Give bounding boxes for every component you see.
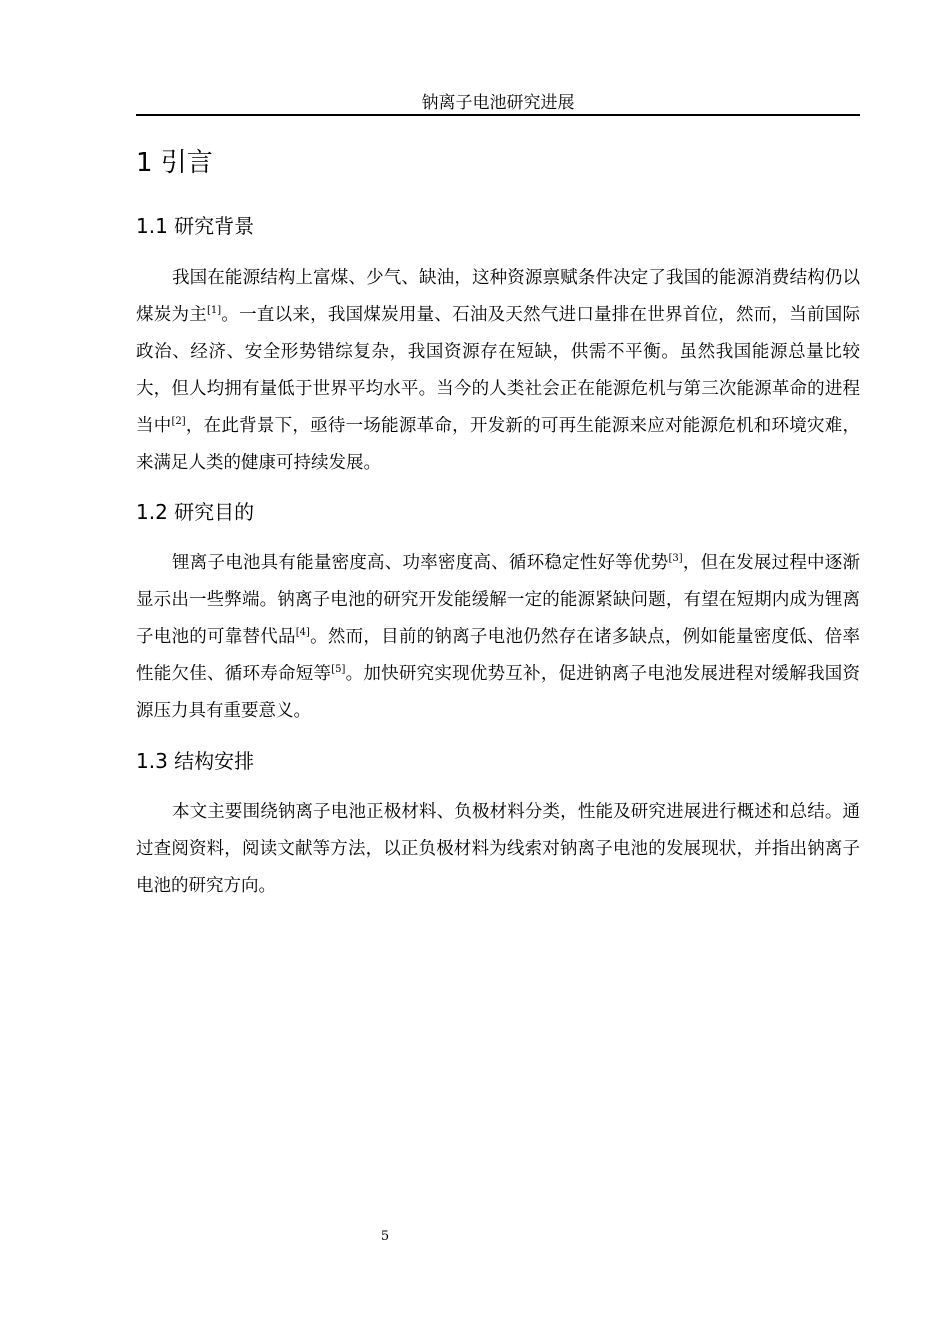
paragraph-purpose	[136, 545, 860, 730]
citation: [5]	[331, 664, 346, 676]
citation: [4]	[295, 627, 310, 639]
paragraph-text: 锂离子电池具有能量密度高、功率密度高、循环稳定性好等优势	[172, 553, 669, 573]
chapter-heading: 1 引言	[136, 148, 213, 178]
paragraph-text: 。然而，目前的钠离子电池仍然存在诸多缺点，例如能量密度低、倍率性能欠佳、循环寿命短等	[136, 627, 861, 684]
section-heading-1-2: 1.2 研究目的	[136, 500, 255, 524]
paragraph-text: 。加快研究实现优势互补，促进钠离子电池发展进程对缓解我国资源压力具有重要意义。	[136, 664, 860, 721]
paragraph-text: ，但在发展过程中逐渐显示出一些弊端。钠离子电池的研究开发能缓解一定的能源紧缺问题，有望在短期内成为锂离子电池的可靠替代品	[136, 553, 861, 647]
section-heading-1-3: 1.3 结构安排	[136, 749, 255, 773]
paragraph-text: 。一直以来，我国煤炭用量、石油及天然气进口量排在世界首位，然而，当前国际政治、经济、安全形势错综复杂，我国资源存在短缺，供需不平衡。虽然我国能源总量比较大，但人均拥有量低于世界平均水平。当今的人类社会正在能源危机与第三次能源革命的进程当中	[136, 305, 860, 436]
section-heading-1-1: 1.1 研究背景	[136, 214, 255, 238]
running-header: 钠离子电池研究进展	[421, 93, 575, 113]
page-number: 5	[380, 1229, 390, 1244]
paragraph-text: 本文主要围绕钠离子电池正极材料、负极材料分类，性能及研究进展进行概述和总结。通过查阅资料，阅读文献等方法，以正负极材料为线索对钠离子电池的发展现状，并指出钠离子电池的研究方向。	[136, 802, 860, 896]
citation: [1]	[206, 305, 222, 317]
paragraph-text: ，在此背景下，亟待一场能源革命，开发新的可再生能源来应对能源危机和环境灾难，来满足人类的健康可持续发展。	[136, 416, 861, 473]
paragraph-text: 我国在能源结构上富煤、少气、缺油，这种资源禀赋条件决定了我国的能源消费结构仍以煤炭为主	[136, 268, 860, 325]
paragraph-background	[136, 260, 860, 482]
citation: [2]	[171, 416, 186, 428]
citation: [3]	[668, 553, 683, 565]
paragraph-structure	[136, 794, 860, 905]
header-rule	[136, 114, 860, 116]
